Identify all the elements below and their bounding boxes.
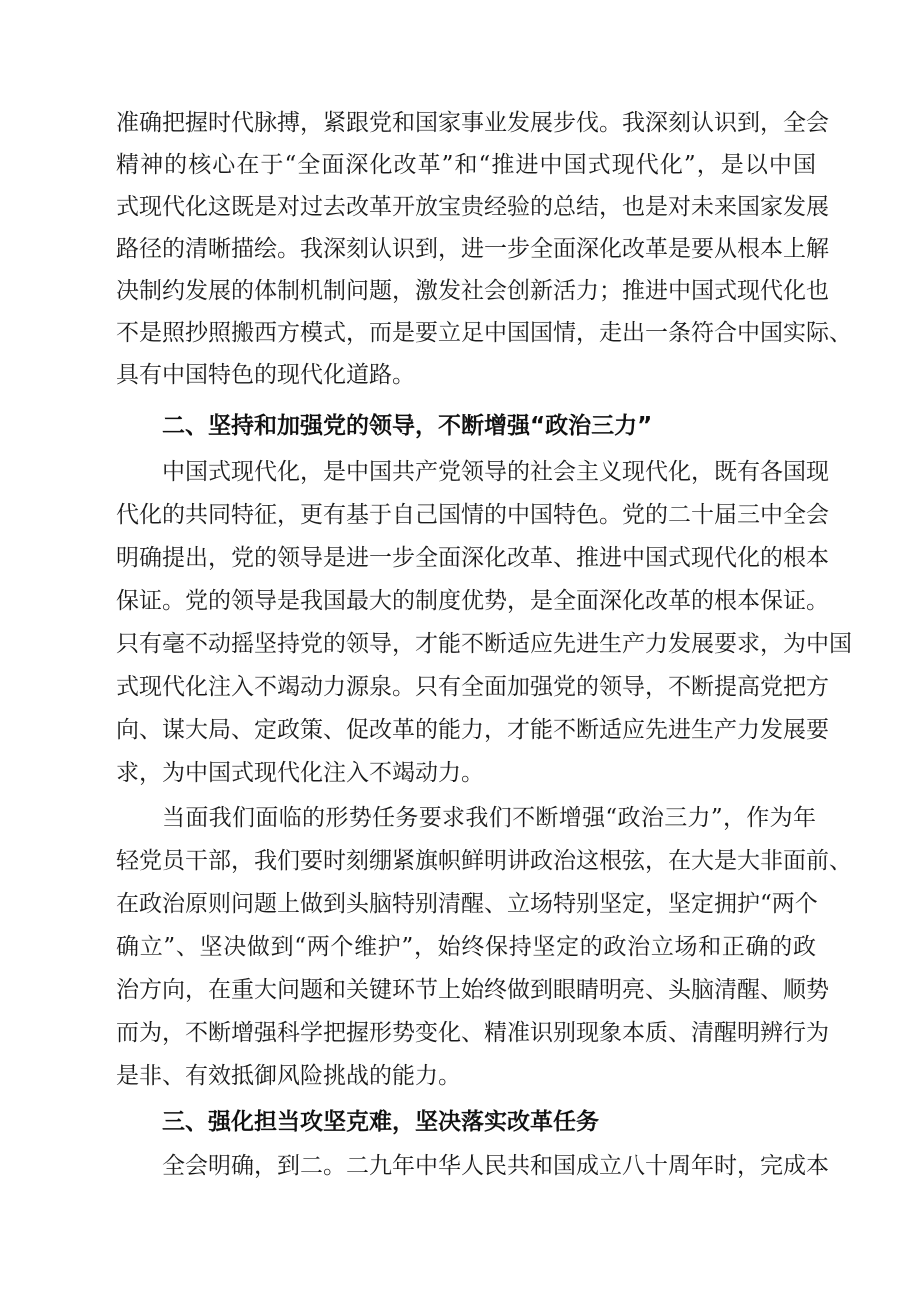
paragraph-4-line-2: 轻党员干部，我们要时刻绷紧旗帜鲜明讲政治这根弦，在大是大非面前、	[116, 848, 852, 874]
paragraph-4-line-7: 是非、有效抵御风险挑战的能力。	[116, 1063, 461, 1089]
paragraph-4-line-3: 在政治原则问题上做到头脑特别清醒、立场特别坚定，坚定拥护“两个	[116, 891, 818, 917]
paragraph-1-line-1: 准确把握时代脉搏，紧跟党和国家事业发展步伐。我深刻认识到，全会	[116, 110, 829, 136]
paragraph-1-line-4: 路径的清晰描绘。我深刻认识到，进一步全面深化改革是要从根本上解	[116, 236, 829, 262]
paragraph-3-line-1: 中国式现代化，是中国共产党领导的社会主义现代化，既有各国现	[162, 459, 829, 485]
paragraph-3-line-5: 只有毫不动摇坚持党的领导，才能不断适应先进生产力发展要求，为中国	[116, 631, 852, 657]
paragraph-1-line-5: 决制约发展的体制机制问题，激发社会创新活力；推进中国式现代化也	[116, 278, 829, 304]
paragraph-1-line-6: 不是照抄照搬西方模式，而是要立足中国国情，走出一条符合中国实际、	[116, 320, 852, 346]
paragraph-3-line-8: 求，为中国式现代化注入不竭动力。	[116, 760, 484, 786]
paragraph-1-line-7: 具有中国特色的现代化道路。	[116, 362, 415, 388]
paragraph-3-line-4: 保证。党的领导是我国最大的制度优势，是全面深化改革的根本保证。	[116, 588, 829, 614]
paragraph-3-line-3: 明确提出，党的领导是进一步全面深化改革、推进中国式现代化的根本	[116, 545, 829, 571]
section-heading-2: 二、坚持和加强党的领导，不断增强“政治三力”	[162, 413, 653, 439]
paragraph-4-line-1: 当面我们面临的形势任务要求我们不断增强“政治三力”，作为年	[162, 805, 816, 831]
section-heading-3: 三、强化担当攻坚克难，坚决落实改革任务	[162, 1109, 599, 1135]
paragraph-4-line-6: 而为，不断增强科学把握形势变化、精准识别现象本质、清醒明辨行为	[116, 1020, 829, 1046]
paragraph-1-line-3: 式现代化这既是对过去改革开放宝贵经验的总结，也是对未来国家发展	[116, 194, 829, 220]
paragraph-4-line-5: 治方向，在重大问题和关键环节上始终做到眼睛明亮、头脑清醒、顺势	[116, 977, 829, 1003]
paragraph-6-line-1: 全会明确，到二。二九年中华人民共和国成立八十周年时，完成本	[162, 1153, 829, 1179]
paragraph-4-line-4: 确立”、坚决做到“两个维护”，始终保持坚定的政治立场和正确的政	[116, 934, 816, 960]
paragraph-3-line-6: 式现代化注入不竭动力源泉。只有全面加强党的领导，不断提高党把方	[116, 674, 829, 700]
paragraph-1-line-2: 精神的核心在于“全面深化改革”和“推进中国式现代化”，是以中国	[116, 152, 816, 178]
paragraph-3-line-2: 代化的共同特征，更有基于自己国情的中国特色。党的二十届三中全会	[116, 502, 829, 528]
paragraph-3-line-7: 向、谋大局、定政策、促改革的能力，才能不断适应先进生产力发展要	[116, 717, 829, 743]
